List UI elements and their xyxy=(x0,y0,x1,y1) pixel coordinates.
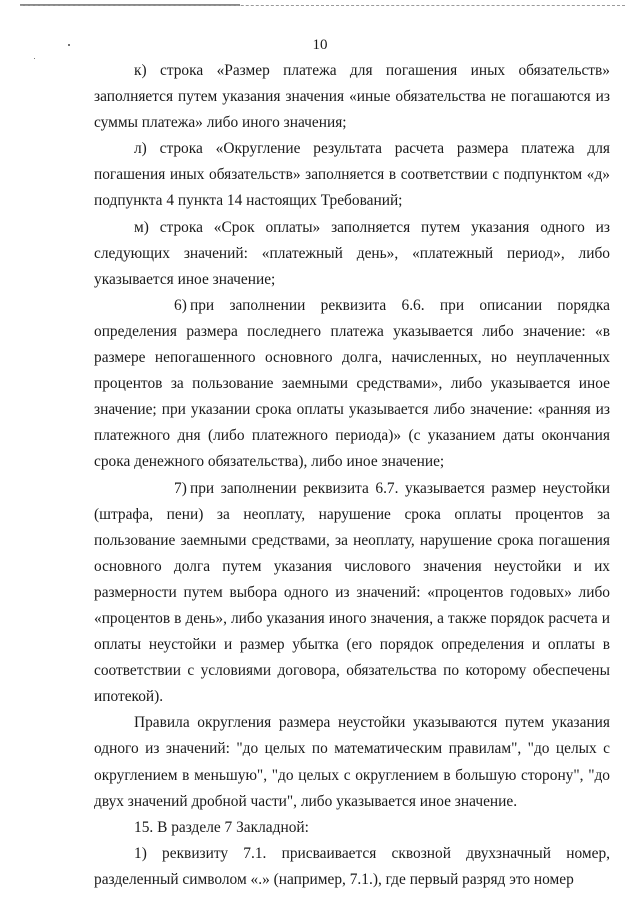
item-number-6: 6) xyxy=(174,296,187,314)
paragraph-7 xyxy=(94,476,610,711)
paragraph-15-1: 1) реквизиту 7.1. присваивается сквозной двухзначный номер, разделенный символом «.» (например, 7.1.), где первый разряд это номер xyxy=(94,844,610,888)
item-text-7: при заполнении реквизита 6.7. указывается размер неустойки (штрафа, пени) за неоплату, нарушение срока оплаты процентов за пользование заемными средствами, за неоплату, нарушение срока погашения основного долга путем указания числового значения неустойки и их размерности путем выбора одного из значений: «процентов годовых» либо «процентов в день», либо указания иного значения, а также порядок расчета и оплаты неустойки и размер убытка (его порядок определения и оплаты в соответствии с условиями договора, обязательства по которому обеспечены ипотекой). xyxy=(94,479,610,706)
item-text-6: при заполнении реквизита 6.6. при описании порядка определения размера последнего платежа указывается либо значение: «в размере непогашенного основного долга, начисленных, но неуплаченных процентов за пользование заемными средствами», либо указывается иное значение; при указании срока оплаты указывается либо значение: «ранняя из платежного дня (либо платежного периода)» (с указанием даты окончания срока денежного обязательства), либо иное значение; xyxy=(94,296,610,471)
paragraph-m: м) строка «Срок оплаты» заполняется путем указания одного из следующих значений: «платежный день», «платежный период», либо указывается иное значение; xyxy=(94,218,610,288)
paragraph-rounding: Правила округления размера неустойки указываются путем указания одного из значений: "до целых по математическим правилам", "до целых с округлением в меньшую", "до целых с округлением в большую сторону", "до двух значений дробной части", либо указывается иное значение. xyxy=(94,714,610,810)
paragraph-k: к) строка «Размер платежа для погашения иных обязательств» заполняется путем указания значения «иные обязательства не погашаются из суммы платежа» либо иного значения; xyxy=(94,62,610,132)
scan-speck xyxy=(34,58,35,59)
page-number: 10 xyxy=(312,37,328,53)
section-15-heading: 15. В разделе 7 Закладной: xyxy=(134,818,309,836)
item-number-7: 7) xyxy=(174,479,187,497)
paragraph-6 xyxy=(94,293,610,476)
scan-edge-line-dashed xyxy=(20,5,625,6)
paragraph-l: л) строка «Округление результата расчета размера платежа для погашения иных обязательств» заполняется в соответствии с подпунктом «д» подпункта 4 пункта 14 настоящих Требований; xyxy=(94,140,610,210)
document-body xyxy=(94,58,610,893)
